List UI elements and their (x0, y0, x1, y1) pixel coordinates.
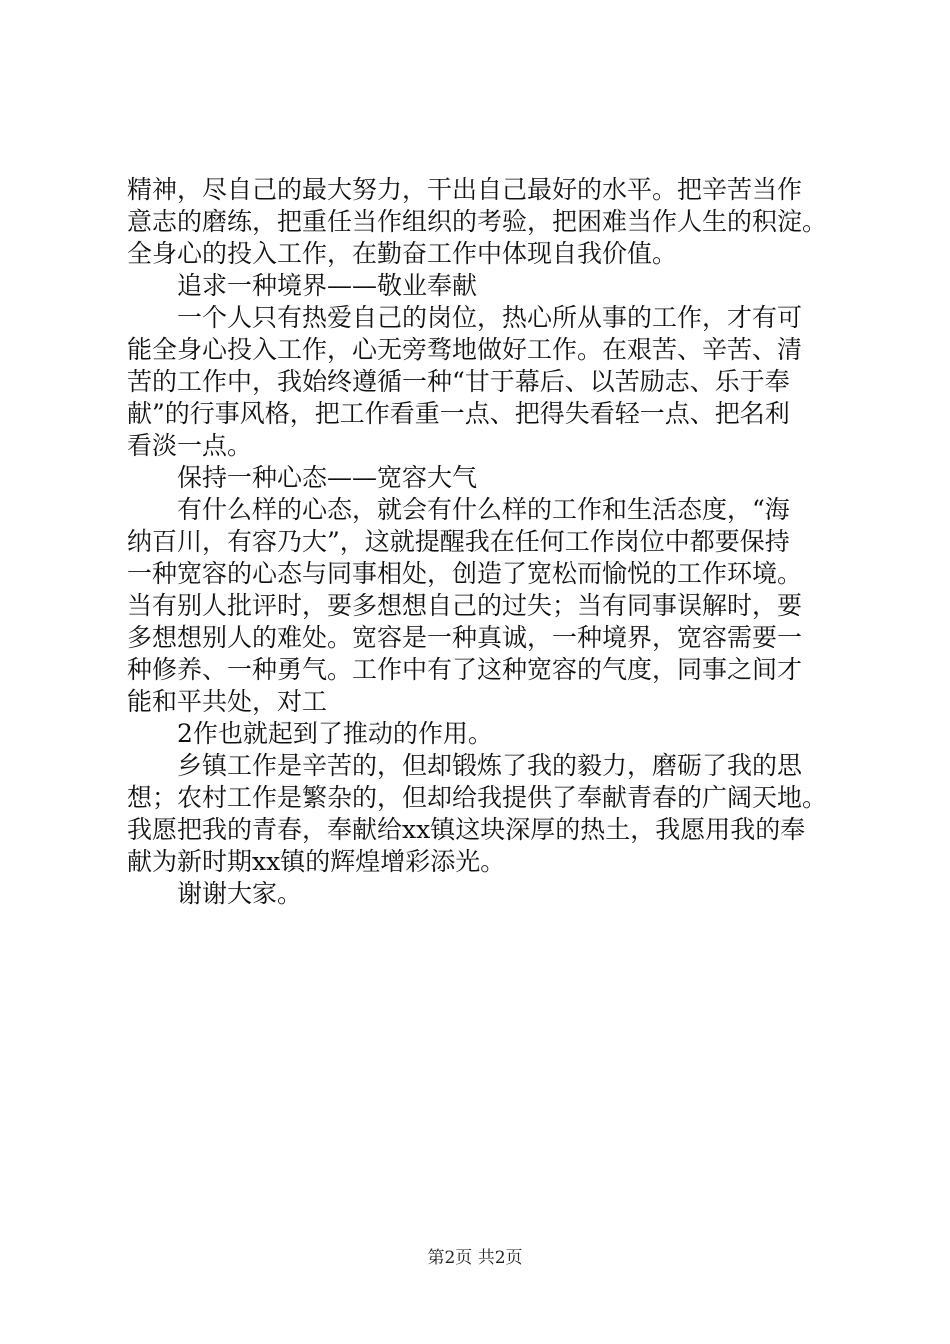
text-line: 想；农村工作是繁杂的，但却给我提供了奉献青春的广阔天地。 (127, 783, 828, 812)
text-line: 有什么样的心态，就会有什么样的工作和生活态度，“海 (177, 495, 790, 524)
text-line: 我愿把我的青春，奉献给xx镇这块深厚的热土，我愿用我的奉 (127, 815, 806, 844)
text-line: 多想想别人的难处。宽容是一种真诚，一种境界，宽容需要一 (127, 623, 803, 652)
text-line: 全身心的投入工作，在勤奋工作中体现自我价值。 (127, 239, 678, 268)
text-line: 意志的磨练，把重任当作组织的考验，把困难当作人生的积淀。 (127, 207, 828, 236)
text-line: 能和平共处，对工 (127, 687, 328, 716)
text-line: 能全身心投入工作，心无旁骛地做好工作。在艰苦、辛苦、清 (127, 335, 803, 364)
text-line: 纳百川，有容乃大”，这就提醒我在任何工作岗位中都要保持 (127, 527, 790, 556)
text-line: 看淡一点。 (127, 431, 253, 460)
text-line: 苦的工作中，我始终遵循一种“甘于幕后、以苦励志、乐于奉 (127, 367, 790, 396)
text-line: 一个人只有热爱自己的岗位，热心所从事的工作，才有可 (177, 303, 803, 332)
text-line: 当有别人批评时，要多想想自己的过失；当有同事误解时，要 (127, 591, 803, 620)
text-line: 献”的行事风格，把工作看重一点、把得失看轻一点、把名利 (127, 399, 790, 428)
text-line: 追求一种境界——敬业奉献 (177, 271, 478, 300)
text-line: 乡镇工作是辛苦的，但却锻炼了我的毅力，磨砺了我的思 (177, 751, 803, 780)
page-footer: 第2页 共2页 (427, 1248, 523, 1268)
text-line: 精神，尽自己的最大努力，干出自己最好的水平。把辛苦当作 (127, 175, 803, 204)
text-line: 保持一种心态——宽容大气 (177, 463, 478, 492)
text-line: 献为新时期xx镇的辉煌增彩添光。 (127, 847, 506, 876)
text-line: 种修养、一种勇气。工作中有了这种宽容的气度，同事之间才 (127, 655, 803, 684)
document-body (127, 174, 852, 910)
text-line: 一种宽容的心态与同事相处，创造了宽松而愉悦的工作环境。 (127, 559, 803, 588)
text-line: 2作也就起到了推动的作用。 (177, 719, 493, 748)
text-line: 谢谢大家。 (177, 879, 303, 908)
